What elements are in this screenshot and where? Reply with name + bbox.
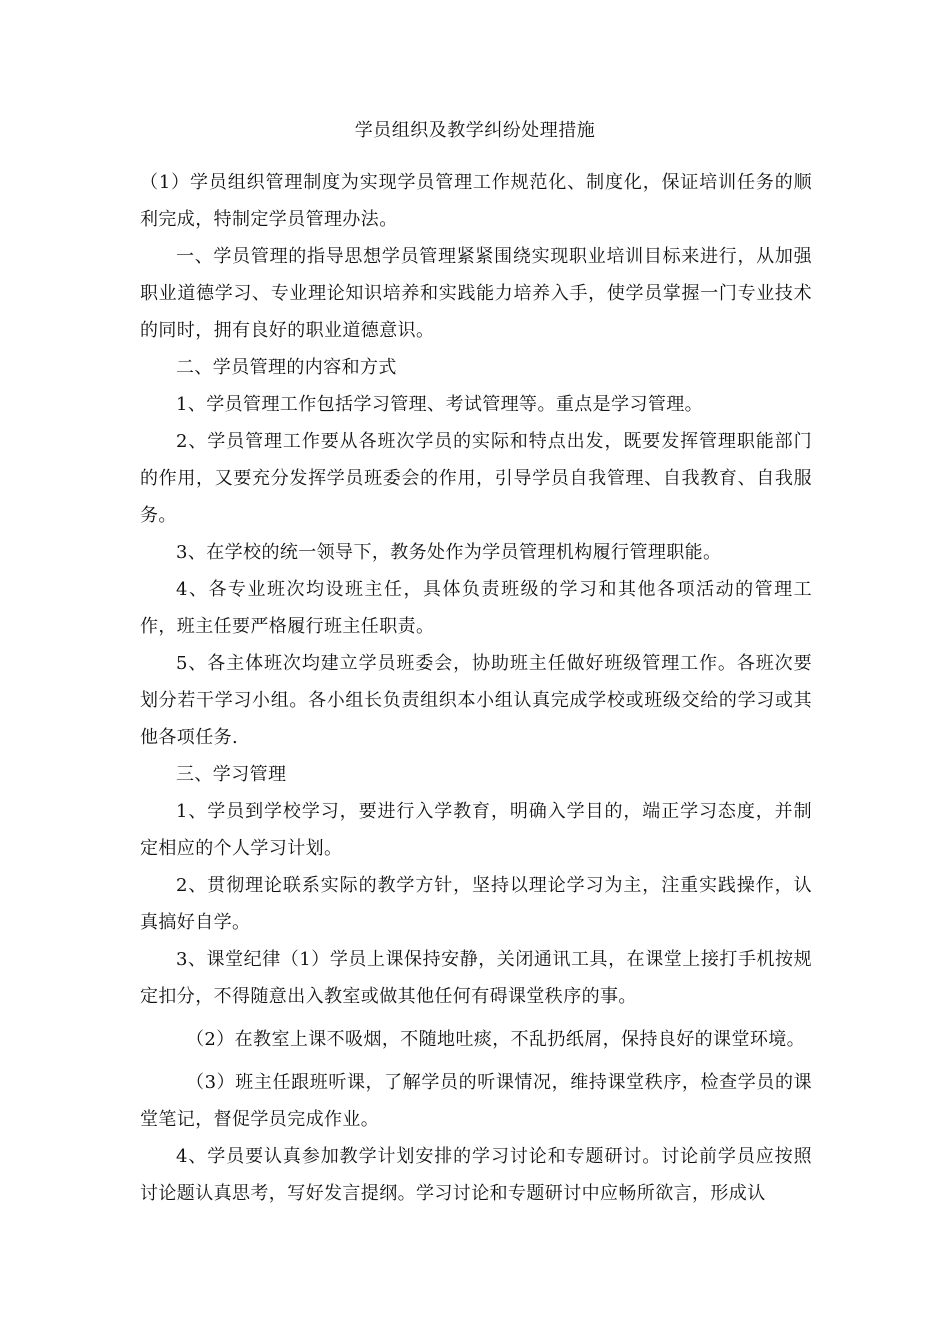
- paragraph-item: 5、各主体班次均建立学员班委会，协助班主任做好班级管理工作。各班次要划分若干学习小组。各小组长负责组织本小组认真完成学校或班级交给的学习或其他各项任务.: [140, 653, 812, 748]
- section-heading-3: 三、学习管理: [176, 764, 287, 785]
- paragraph-item: 3、在学校的统一领导下，教务处作为学员管理机构履行管理职能。: [176, 542, 722, 563]
- paragraph-item: 3、课堂纪律（1）学员上课保持安静，关闭通讯工具，在课堂上接打手机按规定扣分，不得随意出入教室或做其他任何有碍课堂秩序的事。: [140, 949, 812, 1007]
- paragraph-item: 2、学员管理工作要从各班次学员的实际和特点出发，既要发挥管理职能部门的作用，又要充分发挥学员班委会的作用，引导学员自我管理、自我教育、自我服务。: [140, 431, 812, 526]
- paragraph-item: 1、学员管理工作包括学习管理、考试管理等。重点是学习管理。: [176, 394, 704, 415]
- paragraph-item: 4、学员要认真参加教学计划安排的学习讨论和专题研讨。讨论前学员应按照讨论题认真思考，写好发言提纲。学习讨论和专题研讨中应畅所欲言，形成认: [140, 1146, 812, 1204]
- paragraph-section-1: 一、学员管理的指导思想学员管理紧紧围绕实现职业培训目标来进行，从加强职业道德学习、专业理论知识培养和实践能力培养入手，使学员掌握一门专业技术的同时，拥有良好的职业道德意识。: [140, 246, 812, 341]
- paragraph-subitem: （2）在教室上课不吸烟，不随地吐痰，不乱扔纸屑，保持良好的课堂环境。: [186, 1029, 806, 1050]
- paragraph-subitem: （3）班主任跟班听课，了解学员的听课情况，维持课堂秩序，检查学员的课堂笔记，督促学员完成作业。: [140, 1072, 812, 1130]
- paragraph-intro: （1）学员组织管理制度为实现学员管理工作规范化、制度化，保证培训任务的顺利完成，特制定学员管理办法。: [140, 172, 812, 230]
- document-title: 学员组织及教学纠纷处理措施: [354, 120, 596, 141]
- paragraph-item: 1、学员到学校学习，要进行入学教育，明确入学目的，端正学习态度，并制定相应的个人学习计划。: [140, 801, 812, 859]
- document-body: [140, 164, 812, 1212]
- paragraph-item: 4、各专业班次均设班主任，具体负责班级的学习和其他各项活动的管理工作，班主任要严格履行班主任职责。: [140, 579, 812, 637]
- section-heading-2: 二、学员管理的内容和方式: [176, 357, 397, 378]
- paragraph-item: 2、贯彻理论联系实际的教学方针，坚持以理论学习为主，注重实践操作，认真搞好自学。: [140, 875, 812, 933]
